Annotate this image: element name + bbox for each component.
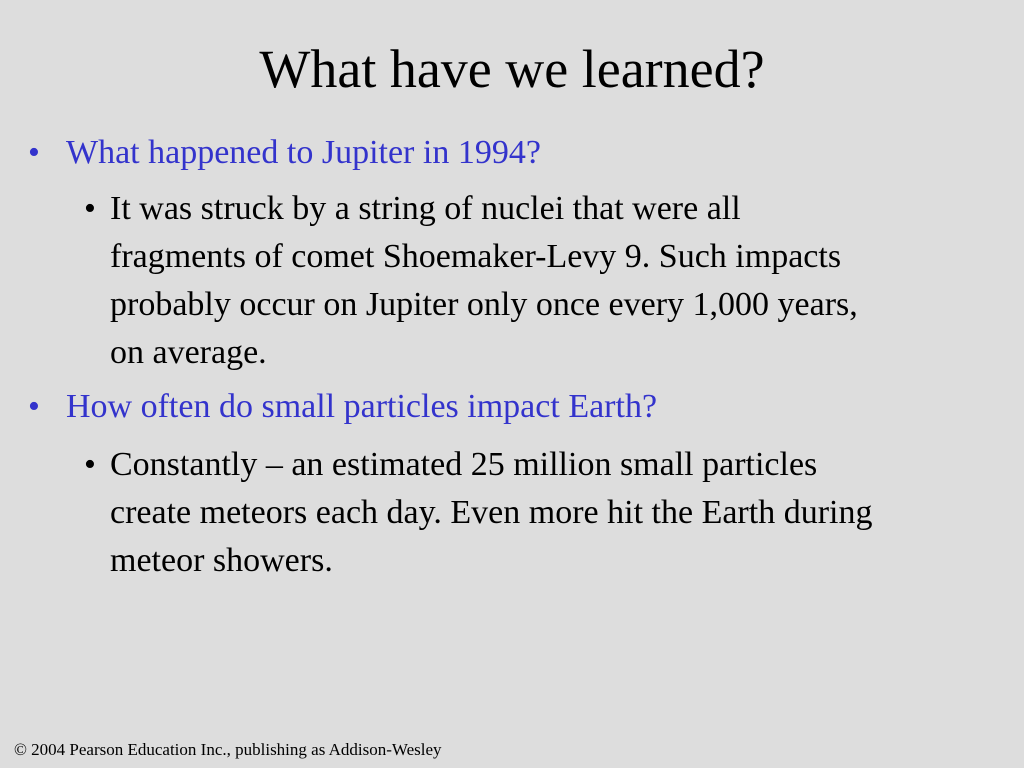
bullet-icon: • xyxy=(84,190,96,227)
answer-item-2 xyxy=(0,441,1024,585)
answer-text-1 xyxy=(110,185,1016,377)
slide-body xyxy=(0,127,1024,585)
answer-line: probably occur on Jupiter only once every 1,000 years, xyxy=(110,286,858,323)
question-text-1: What happened to Jupiter in 1994? xyxy=(66,134,541,171)
answer-line: It was struck by a string of nuclei that were all xyxy=(110,190,741,227)
bullet-icon: • xyxy=(84,446,96,483)
question-text-2: How often do small particles impact Earth? xyxy=(66,388,658,425)
copyright-footer: © 2004 Pearson Education Inc., publishing as Addison-Wesley xyxy=(14,740,442,759)
bullet-icon: • xyxy=(28,134,40,171)
slide-title: What have we learned? xyxy=(259,39,765,99)
question-item-1 xyxy=(0,127,1024,179)
answer-line: create meteors each day. Even more hit the Earth during xyxy=(110,494,873,531)
question-item-2 xyxy=(0,381,1024,433)
answer-line: on average. xyxy=(110,334,267,371)
answer-text-2 xyxy=(110,441,1016,585)
answer-item-1 xyxy=(0,185,1024,377)
answer-line: fragments of comet Shoemaker-Levy 9. Such impacts xyxy=(110,238,842,275)
answer-line: Constantly – an estimated 25 million small particles xyxy=(110,446,818,483)
bullet-icon: • xyxy=(28,388,40,425)
answer-line: meteor showers. xyxy=(110,542,333,579)
